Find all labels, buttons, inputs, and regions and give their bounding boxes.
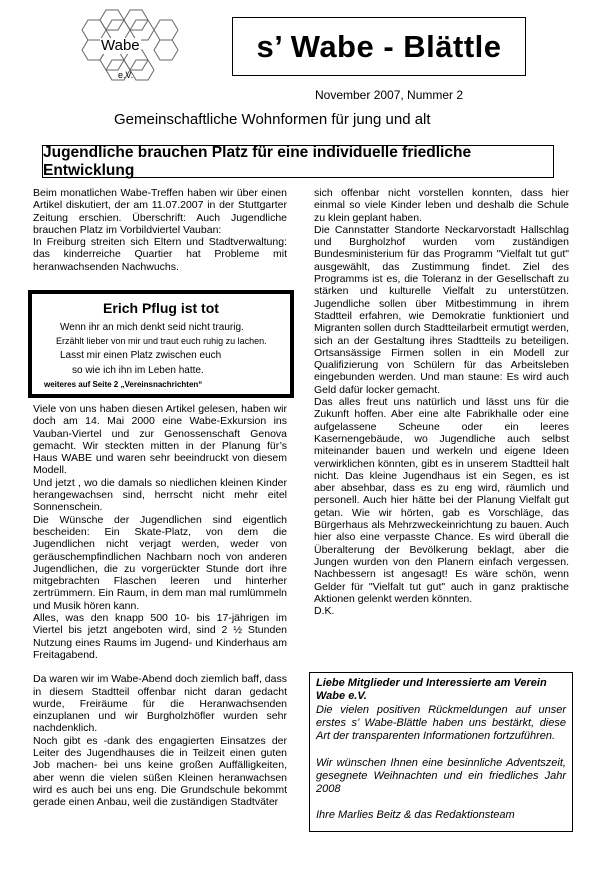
- member-notice-box: [309, 672, 573, 832]
- obituary-line: Lasst mir einen Platz zwischen euch: [60, 350, 222, 361]
- article-headline-box: [42, 145, 554, 178]
- obituary-box: [28, 290, 294, 398]
- paragraph: Und jetzt , wo die damals so niedlichen kleinen Kinder herangewachsen sind, herrscht nicht mehr eitel Sonnenschein.: [33, 476, 287, 514]
- paragraph: Da waren wir im Wabe-Abend doch ziemlich baff, dass in diesem Stadtteil offenbar nicht daran gedacht wurde, Freiräume für die Heranwachsenden einzuplanen und wir Burgholzhöfler wurden sehr nachdenklich.: [33, 673, 287, 735]
- article-column-right: [314, 187, 569, 617]
- article-column-left-top: [33, 187, 287, 273]
- obituary-line: so wie ich ihn im Leben hatte.: [72, 365, 204, 376]
- notice-wishes: Wir wünschen Ihnen eine besinnliche Adventszeit, gesegnete Weihnachten und ein friedliches Jahr 2008: [316, 757, 566, 795]
- masthead-title-box: [232, 17, 526, 76]
- logo-name: Wabe: [101, 37, 140, 54]
- paragraph: Noch gibt es -dank des engagierten Einsatzes der Leiter des Jugendhauses die in Teilzeit einen guten Job machen- bei uns keine großen Auffälligkeiten, aber wenn die vielen süßen Kleinen heranwachsen wird es auch bei uns eng. Die Grundschule bekommt gerade einen Anbau, weil die zuständigen Stadtväter: [33, 734, 287, 809]
- obituary-line: Erzählt lieber von mir und traut euch ruhig zu lachen.: [56, 336, 267, 346]
- obituary-title: Erich Pflug ist tot: [103, 300, 219, 316]
- wabe-logo: [70, 8, 180, 86]
- paragraph: Die Cannstatter Standorte Neckarvorstadt Hallschlag und Burgholzhof wurden vom zuständigen Bundesministerium für das Programm "Vielfalt tut gut" ausgewählt, das Zustimmung findet. Ziel des Programms ist es, die Toleranz in der Gesellschaft zu stärken und kulturelle Vielfalt zu unterstützen. Jugendliche sollen über Mitbestimmung in ihrem Stadtteil erfahren, wie Demokratie funktioniert und Migranten sollen durch Stadtteilarbeit ermutigt werden, sich an der Gestaltung ihres Stadtteils zu beteiligen. Ortsansässige Firmen sollen in ein Modell zur Qualifizierung von Schülern für das Arbeitsleben eingebunden werden. Und man staune: Es wird auch Geld dafür locker gemacht.: [314, 223, 569, 396]
- paragraph: Viele von uns haben diesen Artikel gelesen, haben wir doch am 14. Mai 2000 eine Wabe-Exkursion ins Vauban-Viertel und zur Genossenschaft Genova gemacht. Wir steckten mitten in der Planung für’s Haus WABE und waren sehr beeindruckt von diesem Modell.: [33, 403, 287, 477]
- paragraph: In Freiburg streiten sich Eltern und Stadtverwaltung: das kinderreiche Quartier hat Probleme mit heranwachsenden Nachwuchs.: [33, 236, 287, 273]
- logo-suffix: e.V.: [118, 70, 134, 80]
- article-column-left-bottom: [33, 403, 287, 809]
- masthead-title: s’ Wabe - Blättle: [256, 28, 502, 64]
- paragraph: Die Wünsche der Jugendlichen sind eigentlich bescheiden: Ein Skate-Platz, von dem die Jugendlichen nicht verjagt werden, weder von geräuschempfindlichen Nachbarn noch von anderen Jugendlichen, die zu vorgerückter Stunde dort ihre mitgebrachten Flaschen leeren und hinterher zertrümmern. Ein Raum, in dem man mal rumlümmeln und Musik hören kann.: [33, 513, 287, 612]
- notice-heading: Liebe Mitglieder und Interessierte am Verein Wabe e.V.: [316, 677, 547, 702]
- obituary-line: Wenn ihr an mich denkt seid nicht traurig.: [60, 322, 244, 333]
- notice-signature: Ihre Marlies Beitz & das Redaktionsteam: [316, 809, 515, 821]
- masthead-subtitle: Gemeinschaftliche Wohnformen für jung und alt: [114, 111, 431, 128]
- paragraph: Alles, was den knapp 500 10- bis 17-jährigen im Viertel bis jetzt angeboten wird, sind 2 ½ Stunden Nutzung eines Raums im Jugend- und Kinderhaus am Freitagabend.: [33, 612, 287, 661]
- obituary-more-reference: weiteres auf Seite 2 „Vereinsnachrichten“: [44, 380, 203, 389]
- notice-body: Die vielen positiven Rückmeldungen auf unser erstes s’ Wabe-Blättle haben uns bestärkt, diese Art der transparenten Informationen fortzuführen.: [316, 704, 566, 742]
- issue-info: November 2007, Nummer 2: [315, 88, 464, 102]
- article-headline: Jugendliche brauchen Platz für eine individuelle friedliche Entwicklung: [43, 143, 472, 179]
- paragraph: sich offenbar nicht vorstellen konnten, dass hier einmal so viele Kinder leben und deshalb die Schule zu klein geplant haben.: [314, 187, 569, 224]
- paragraph: Das alles freut uns natürlich und lässt uns für die Zukunft hoffen. Aber eine alte Fabrikhalle oder eine aufgelassene Scheune oder ein leeres Kasernengebäude, wo Jugendliche auch selbst miteinander bauen und werkeln und eigene Ideen verwirklichen könnten, gibt es in unserem Stadtteil halt nicht. Das kleine Jugendhaus ist ein Segen, es ist aber absehbar, dass es zu eng wird, räumlich und personell. Auch hier hätte bei der Planung Vielfalt gut getan. Wie wir hörten, gab es Vorschläge, das Bürgerhaus als Mehrzweckeinrichtung zu bauen. Auch hier also eine verpasste Chance. Es wird überall die Überalterung der Bevölkerung beklagt, aber die Jungen wurden von den Planern einfach vergessen. Nachbessern ist angesagt! Es wäre schön, wenn Gelder für "Vielfalt tut gut" auch in ganz praktische Aktionen gelenkt werden könnten.: [314, 396, 569, 605]
- paragraph: Beim monatlichen Wabe-Treffen haben wir über einen Artikel diskutiert, der am 11.07.2007 in der Stuttgarter Zeitung erschien. Überschrift: Auch Jugendliche brauchen Platz im Vorbildviertel Vauban:: [33, 187, 287, 236]
- article-author: D.K.: [314, 605, 335, 618]
